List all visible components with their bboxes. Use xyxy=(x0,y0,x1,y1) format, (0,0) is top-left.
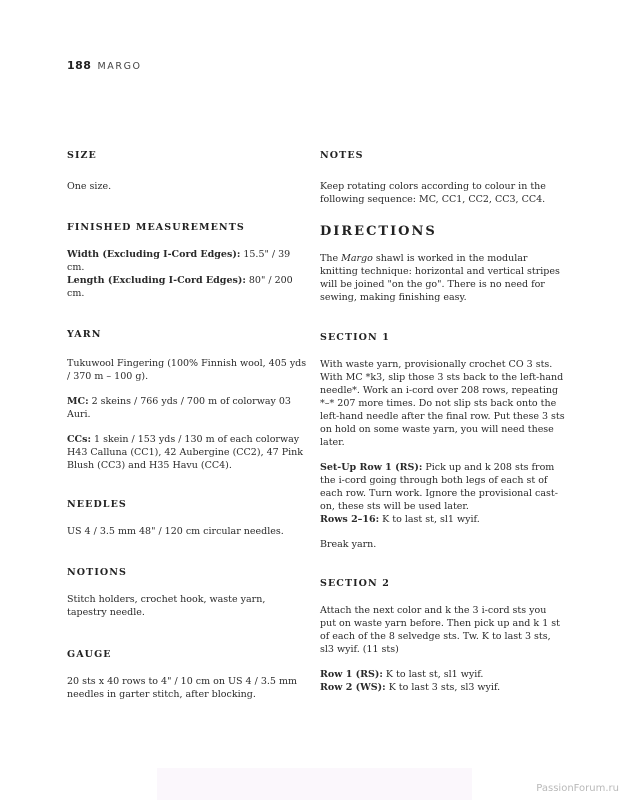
pattern-name: MARGO xyxy=(97,61,142,72)
yarn-mc xyxy=(67,395,307,421)
section1-break: Break yarn. xyxy=(320,539,377,550)
length-label: Length (Excluding I-Cord Edges): xyxy=(67,275,246,286)
needles-heading: NEEDLES xyxy=(67,499,127,510)
intro-post: shawl is worked in the modular knitting technique: horizontal and vertical stripes will be joined "on the go". There is no need for sewing, making finishing easy. xyxy=(320,253,560,303)
page-number: 188 xyxy=(67,59,92,72)
section1-rows xyxy=(320,513,565,526)
notes-heading: NOTES xyxy=(320,150,364,161)
section2-row2 xyxy=(320,681,565,694)
gauge-text: 20 sts x 40 rows to 4" / 10 cm on US 4 / 3.5 mm needles in garter stitch, after blocking. xyxy=(67,676,297,700)
directions-heading: DIRECTIONS xyxy=(320,224,437,239)
notes-text: Keep rotating colors according to colour in the following sequence: MC, CC1, CC2, CC3, CC4. xyxy=(320,181,546,205)
size-heading: SIZE xyxy=(67,150,97,161)
needles-text: US 4 / 3.5 mm 48" / 120 cm circular needles. xyxy=(67,526,284,537)
width-value: 15.5" / 39 cm. xyxy=(67,249,291,273)
section2-heading: SECTION 2 xyxy=(320,578,390,589)
section1-setup xyxy=(320,461,565,513)
row2-value: K to last 3 sts, sl3 wyif. xyxy=(385,682,501,693)
right-column xyxy=(320,150,565,694)
left-column xyxy=(67,150,307,701)
directions-intro xyxy=(320,252,565,304)
finished-width xyxy=(67,248,307,274)
watermark: PassionForum.ru xyxy=(536,783,619,794)
intro-italic: Margo xyxy=(341,253,373,264)
row2-label: Row 2 (WS): xyxy=(320,682,386,693)
row1-label: Row 1 (RS): xyxy=(320,669,383,680)
ccs-label: CCs: xyxy=(67,434,91,445)
page-header xyxy=(67,54,142,73)
finished-length xyxy=(67,274,307,300)
size-text: One size. xyxy=(67,181,112,192)
notions-heading: NOTIONS xyxy=(67,567,127,578)
yarn-heading: YARN xyxy=(67,329,102,340)
yarn-text: Tukuwool Fingering (100% Finnish wool, 405 yds / 370 m – 100 g). xyxy=(67,358,307,382)
yarn-ccs xyxy=(67,433,307,472)
mc-value: 2 skeins / 766 yds / 700 m of colorway 03 Auri. xyxy=(67,396,291,420)
setup-label: Set-Up Row 1 (RS): xyxy=(320,462,423,473)
row1-value: K to last st, sl1 wyif. xyxy=(382,669,484,680)
bottom-tint-bar xyxy=(157,768,472,800)
intro-pre: The xyxy=(320,253,342,264)
width-label: Width (Excluding I-Cord Edges): xyxy=(67,249,241,260)
length-value: 80" / 200 cm. xyxy=(67,275,293,299)
section2-row1 xyxy=(320,668,565,681)
notions-text: Stitch holders, crochet hook, waste yarn, tapestry needle. xyxy=(67,594,266,618)
rows-value: K to last st, sl1 wyif. xyxy=(379,514,480,525)
rows-label: Rows 2–16: xyxy=(320,514,380,525)
setup-value: Pick up and k 208 sts from the i-cord going through both legs of each st of each row. Turn work. Ignore the provisional cast-on, these sts will be used later. xyxy=(320,462,558,512)
finished-heading: FINISHED MEASUREMENTS xyxy=(67,222,245,233)
gauge-heading: GAUGE xyxy=(67,649,112,660)
section2-p1: Attach the next color and k the 3 i-cord sts you put on waste yarn before. Then pick up and k 1 st of each of the 8 selvedge sts. Tw. K to last 3 sts, sl3 wyif. (11 sts) xyxy=(320,605,560,655)
ccs-value: 1 skein / 153 yds / 130 m of each colorway H43 Calluna (CC1), 42 Aubergine (CC2), 47 Pink Blush (CC3) and H35 Havu (CC4). xyxy=(67,434,304,471)
section1-p1: With waste yarn, provisionally crochet CO 3 sts. With MC *k3, slip those 3 sts back to the left-hand needle*. Work an i-cord over 208 rows, repeating *–* 207 more times. Do not slip sts back onto the left-hand needle after the final row. Put these 3 sts on hold on some waste yarn, you will need these later. xyxy=(320,359,565,448)
section1-heading: SECTION 1 xyxy=(320,332,390,343)
mc-label: MC: xyxy=(67,396,89,407)
